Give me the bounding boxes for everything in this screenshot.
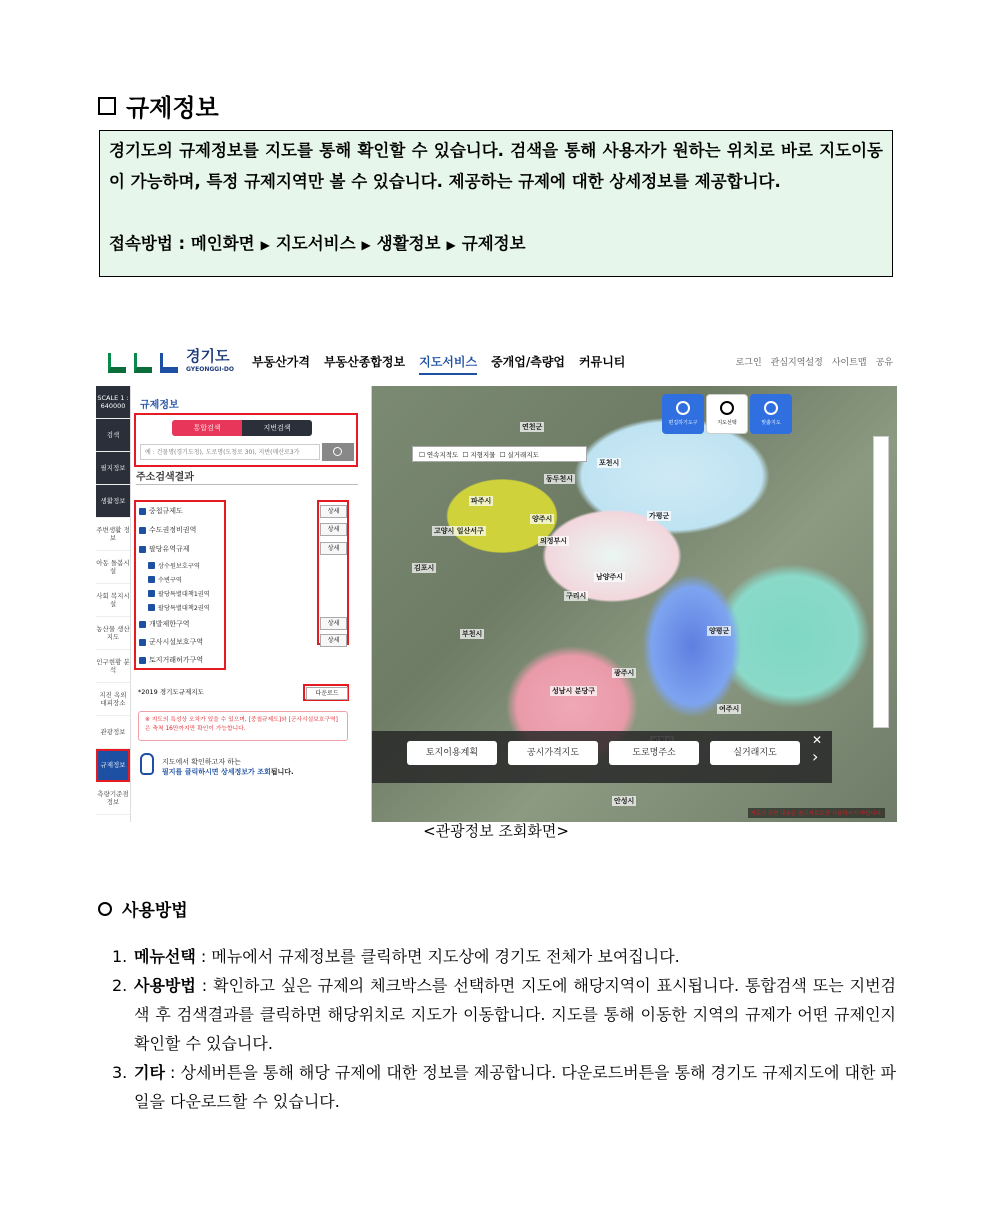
detail-button[interactable]: 상세 xyxy=(320,523,347,536)
section-title-text: 규제정보 xyxy=(126,94,219,122)
place-label: 파주시 xyxy=(471,497,492,505)
menu-item[interactable]: 커뮤니티 xyxy=(579,355,626,369)
screenshot-figure xyxy=(96,340,897,822)
place-label: 여주시 xyxy=(719,705,740,713)
login-link[interactable]: 로그인 xyxy=(735,358,762,368)
layers-icon xyxy=(720,401,734,415)
sidebar-item-parcel[interactable]: 필지정보 xyxy=(96,452,130,485)
place-label: 양평군 xyxy=(709,627,730,635)
sidebar-item[interactable]: 측량기준점 정보 xyxy=(96,782,130,815)
logo[interactable] xyxy=(108,349,234,377)
access-path-step: 생활정보 xyxy=(376,234,441,253)
close-icon[interactable]: ✕ xyxy=(812,733,823,747)
checkbox-military[interactable]: 군사시설보호구역 xyxy=(139,637,203,647)
logo-text: 경기도 GYEONGGI-DO xyxy=(186,347,235,373)
interest-area-link[interactable]: 관심지역설정 xyxy=(770,358,823,368)
left-sidebar xyxy=(96,386,131,822)
sidebar-item[interactable]: 아동 돌봄시설 xyxy=(96,551,130,584)
zoom-toolbar[interactable] xyxy=(873,436,889,728)
checkbox-sub[interactable]: 수변구역 xyxy=(148,575,182,584)
place-label: 의정부시 xyxy=(540,537,568,545)
search-tabs xyxy=(172,420,312,436)
access-path-step: 규제정보 xyxy=(461,234,526,253)
list-item: 2. 사용방법 : 확인하고 싶은 규제의 체크박스를 선택하면 지도에 해당지역이 표시됩니다. 통합검색 또는 지번검색 후 검색결과를 클릭하면 해당위치로 지도가 이동합니다. 지도를 통해 이동한 지역의 규제가 어떤 규제인지 확인할 수 있습니다. xyxy=(112,976,896,1053)
sidebar-item[interactable]: 농산물 생산지도 xyxy=(96,617,130,650)
intro-text: 경기도의 규제정보를 지도를 통해 확인할 수 있습니다. 검색을 통해 사용자가 원하는 위치로 바로 지도이동이 가능하며, 특정 규제지역만 볼 수 있습니다. 제공하는 규제에 대한 상세정보를 제공합니다. xyxy=(109,141,883,191)
detail-button[interactable]: 상세 xyxy=(320,505,347,518)
place-label: 가평군 xyxy=(649,512,670,520)
main-menu xyxy=(252,353,625,375)
section-title xyxy=(98,88,219,123)
tab-integrated-search[interactable]: 통합검색 xyxy=(172,420,242,436)
usage-list xyxy=(112,942,896,1116)
access-path-label: 접속방법 : 메인화면 xyxy=(109,234,255,253)
place-label: 동두천시 xyxy=(546,475,574,483)
tab-parcel-search[interactable]: 지번검색 xyxy=(242,420,312,436)
checkbox-paldang[interactable]: 팔당유역규제 xyxy=(139,544,190,554)
list-item: 3. 기타 : 상세버튼을 통해 해당 규제에 대한 정보를 제공합니다. 다운로드버튼을 통해 경기도 규제지도에 대한 파일을 다운로드할 수 있습니다. xyxy=(112,1063,896,1111)
figure-caption: <관광정보 조회화면> xyxy=(423,822,569,840)
result-title: 주소검색결과 xyxy=(136,472,194,483)
place-label: 광주시 xyxy=(614,669,635,677)
map-note: *2019 경기도규제지도 xyxy=(138,688,204,696)
target-icon xyxy=(764,401,778,415)
quick-button-real-trade[interactable]: 실거래지도 xyxy=(710,741,800,765)
warning-box: ※ 지도의 특성상 오차가 있을 수 있으며, [중첩규제도]와 [군사시설보호구역]은 축척 16만까지만 확인이 가능합니다. xyxy=(138,711,348,741)
sidebar-item-regulation[interactable]: 규제정보 xyxy=(96,749,130,782)
place-label: 성남시 분당구 xyxy=(552,687,596,695)
logo-mark-icon xyxy=(160,353,178,373)
place-label: 양주시 xyxy=(532,515,553,523)
place-label: 구리시 xyxy=(566,592,587,600)
list-item: 1. 메뉴선택 : 메뉴에서 규제정보를 클릭하면 지도상에 경기도 전체가 보여집니다. xyxy=(112,947,680,966)
download-button[interactable]: 다운로드 xyxy=(306,687,348,700)
menu-item[interactable]: 부동산가격 xyxy=(252,355,310,369)
search-icon xyxy=(333,447,342,456)
checkbox-capital-region[interactable]: 수도권정비권역 xyxy=(139,525,196,535)
cursor-icon xyxy=(676,401,690,415)
access-path-step: 지도서비스 xyxy=(275,234,356,253)
place-label: 고양시 일산서구 xyxy=(434,527,484,535)
checkbox-sub[interactable]: 팔당특별대책2권역 xyxy=(148,603,210,612)
place-label: 포천시 xyxy=(599,459,620,467)
detail-button[interactable]: 상세 xyxy=(320,634,347,647)
logo-mark-icon xyxy=(134,353,152,373)
map-footer-note: 지도의 도면 내용은 참고자료로만 사용하시기 바랍니다. xyxy=(748,808,885,818)
quick-button-land-use[interactable]: 토지이용계획 xyxy=(407,741,497,765)
sidebar-item-life[interactable]: 생활정보 xyxy=(96,485,130,518)
map-tool-edit[interactable]: 편집하기도구 xyxy=(662,394,704,434)
search-button[interactable] xyxy=(322,443,354,461)
regulation-panel xyxy=(131,386,372,822)
checkbox-sub[interactable]: 상수원보호구역 xyxy=(148,561,200,570)
menu-item-active[interactable]: 지도서비스 xyxy=(419,353,477,375)
detail-button[interactable]: 상세 xyxy=(320,542,347,555)
menu-item[interactable]: 부동산종합정보 xyxy=(323,355,406,369)
detail-button[interactable]: 상세 xyxy=(320,617,347,630)
map-view[interactable] xyxy=(372,386,897,822)
quick-menu-bar xyxy=(372,731,832,783)
sidebar-item[interactable]: 사회 복지시설 xyxy=(96,584,130,617)
chevron-right-icon[interactable]: › xyxy=(812,747,819,766)
place-label: 연천군 xyxy=(522,423,543,431)
map-tool-layer[interactable]: 지도선택 xyxy=(706,394,748,434)
arrow-right-icon: ▶ xyxy=(446,238,456,252)
sidebar-item-search[interactable]: 검색 xyxy=(96,419,130,452)
sitemap-link[interactable]: 사이트맵 xyxy=(831,358,867,368)
place-label: 김포시 xyxy=(414,564,435,572)
checkbox-sub[interactable]: 팔당특별대책1권역 xyxy=(148,589,210,598)
sidebar-item-tour[interactable]: 관광정보 xyxy=(96,716,130,749)
top-nav xyxy=(96,340,897,387)
place-label: 부천시 xyxy=(462,630,483,638)
menu-item[interactable]: 중개업/측량업 xyxy=(491,355,566,369)
logo-mark-icon xyxy=(108,353,126,373)
map-tool-custom[interactable]: 맞춤지도 xyxy=(750,394,792,434)
usage-heading xyxy=(98,896,188,921)
checkbox-overlap[interactable]: 중첩규제도 xyxy=(139,506,183,516)
access-path xyxy=(109,228,883,261)
sidebar-item[interactable]: 지진 옥외 대피장소 xyxy=(96,683,130,716)
checkbox-land-permit[interactable]: 토지거래허가구역 xyxy=(139,655,203,665)
place-label: 남양주시 xyxy=(596,573,624,581)
scale-display: SCALE 1 : 640000 xyxy=(96,386,130,419)
sidebar-item[interactable]: 인구현황 분석 xyxy=(96,650,130,683)
search-input[interactable]: 예 : 건물명(경기도청), 도로명(도청로 30), 지번(매산로3가 xyxy=(140,444,320,460)
hand-pointer-icon xyxy=(140,753,154,775)
checkbox-greenbelt[interactable]: 개발제한구역 xyxy=(139,619,190,629)
sidebar-item[interactable]: 주변생활 정보 xyxy=(96,518,130,551)
hint-text: 지도에서 확인하고자 하는 필지를 클릭하시면 상세정보가 조회됩니다. xyxy=(162,758,294,776)
utility-links xyxy=(736,355,893,368)
quick-button-road-address[interactable]: 도로명주소 xyxy=(609,741,699,765)
square-bullet-icon xyxy=(98,97,116,115)
arrow-right-icon: ▶ xyxy=(361,238,371,252)
panel-title: 규제정보 xyxy=(140,400,179,411)
arrow-right-icon: ▶ xyxy=(260,238,270,252)
usage-heading-text: 사용방법 xyxy=(122,901,188,921)
quick-button-price-map[interactable]: 공시가격지도 xyxy=(508,741,598,765)
divider xyxy=(136,484,358,485)
intro-box xyxy=(99,130,893,277)
place-label: 안성시 xyxy=(614,797,635,805)
layer-checkboxes[interactable]: ☐ 연속지적도 ☐ 지형지물 ☐ 실거래지도 xyxy=(412,446,587,462)
share-link[interactable]: 공유 xyxy=(875,358,893,368)
circle-bullet-icon xyxy=(98,902,112,916)
